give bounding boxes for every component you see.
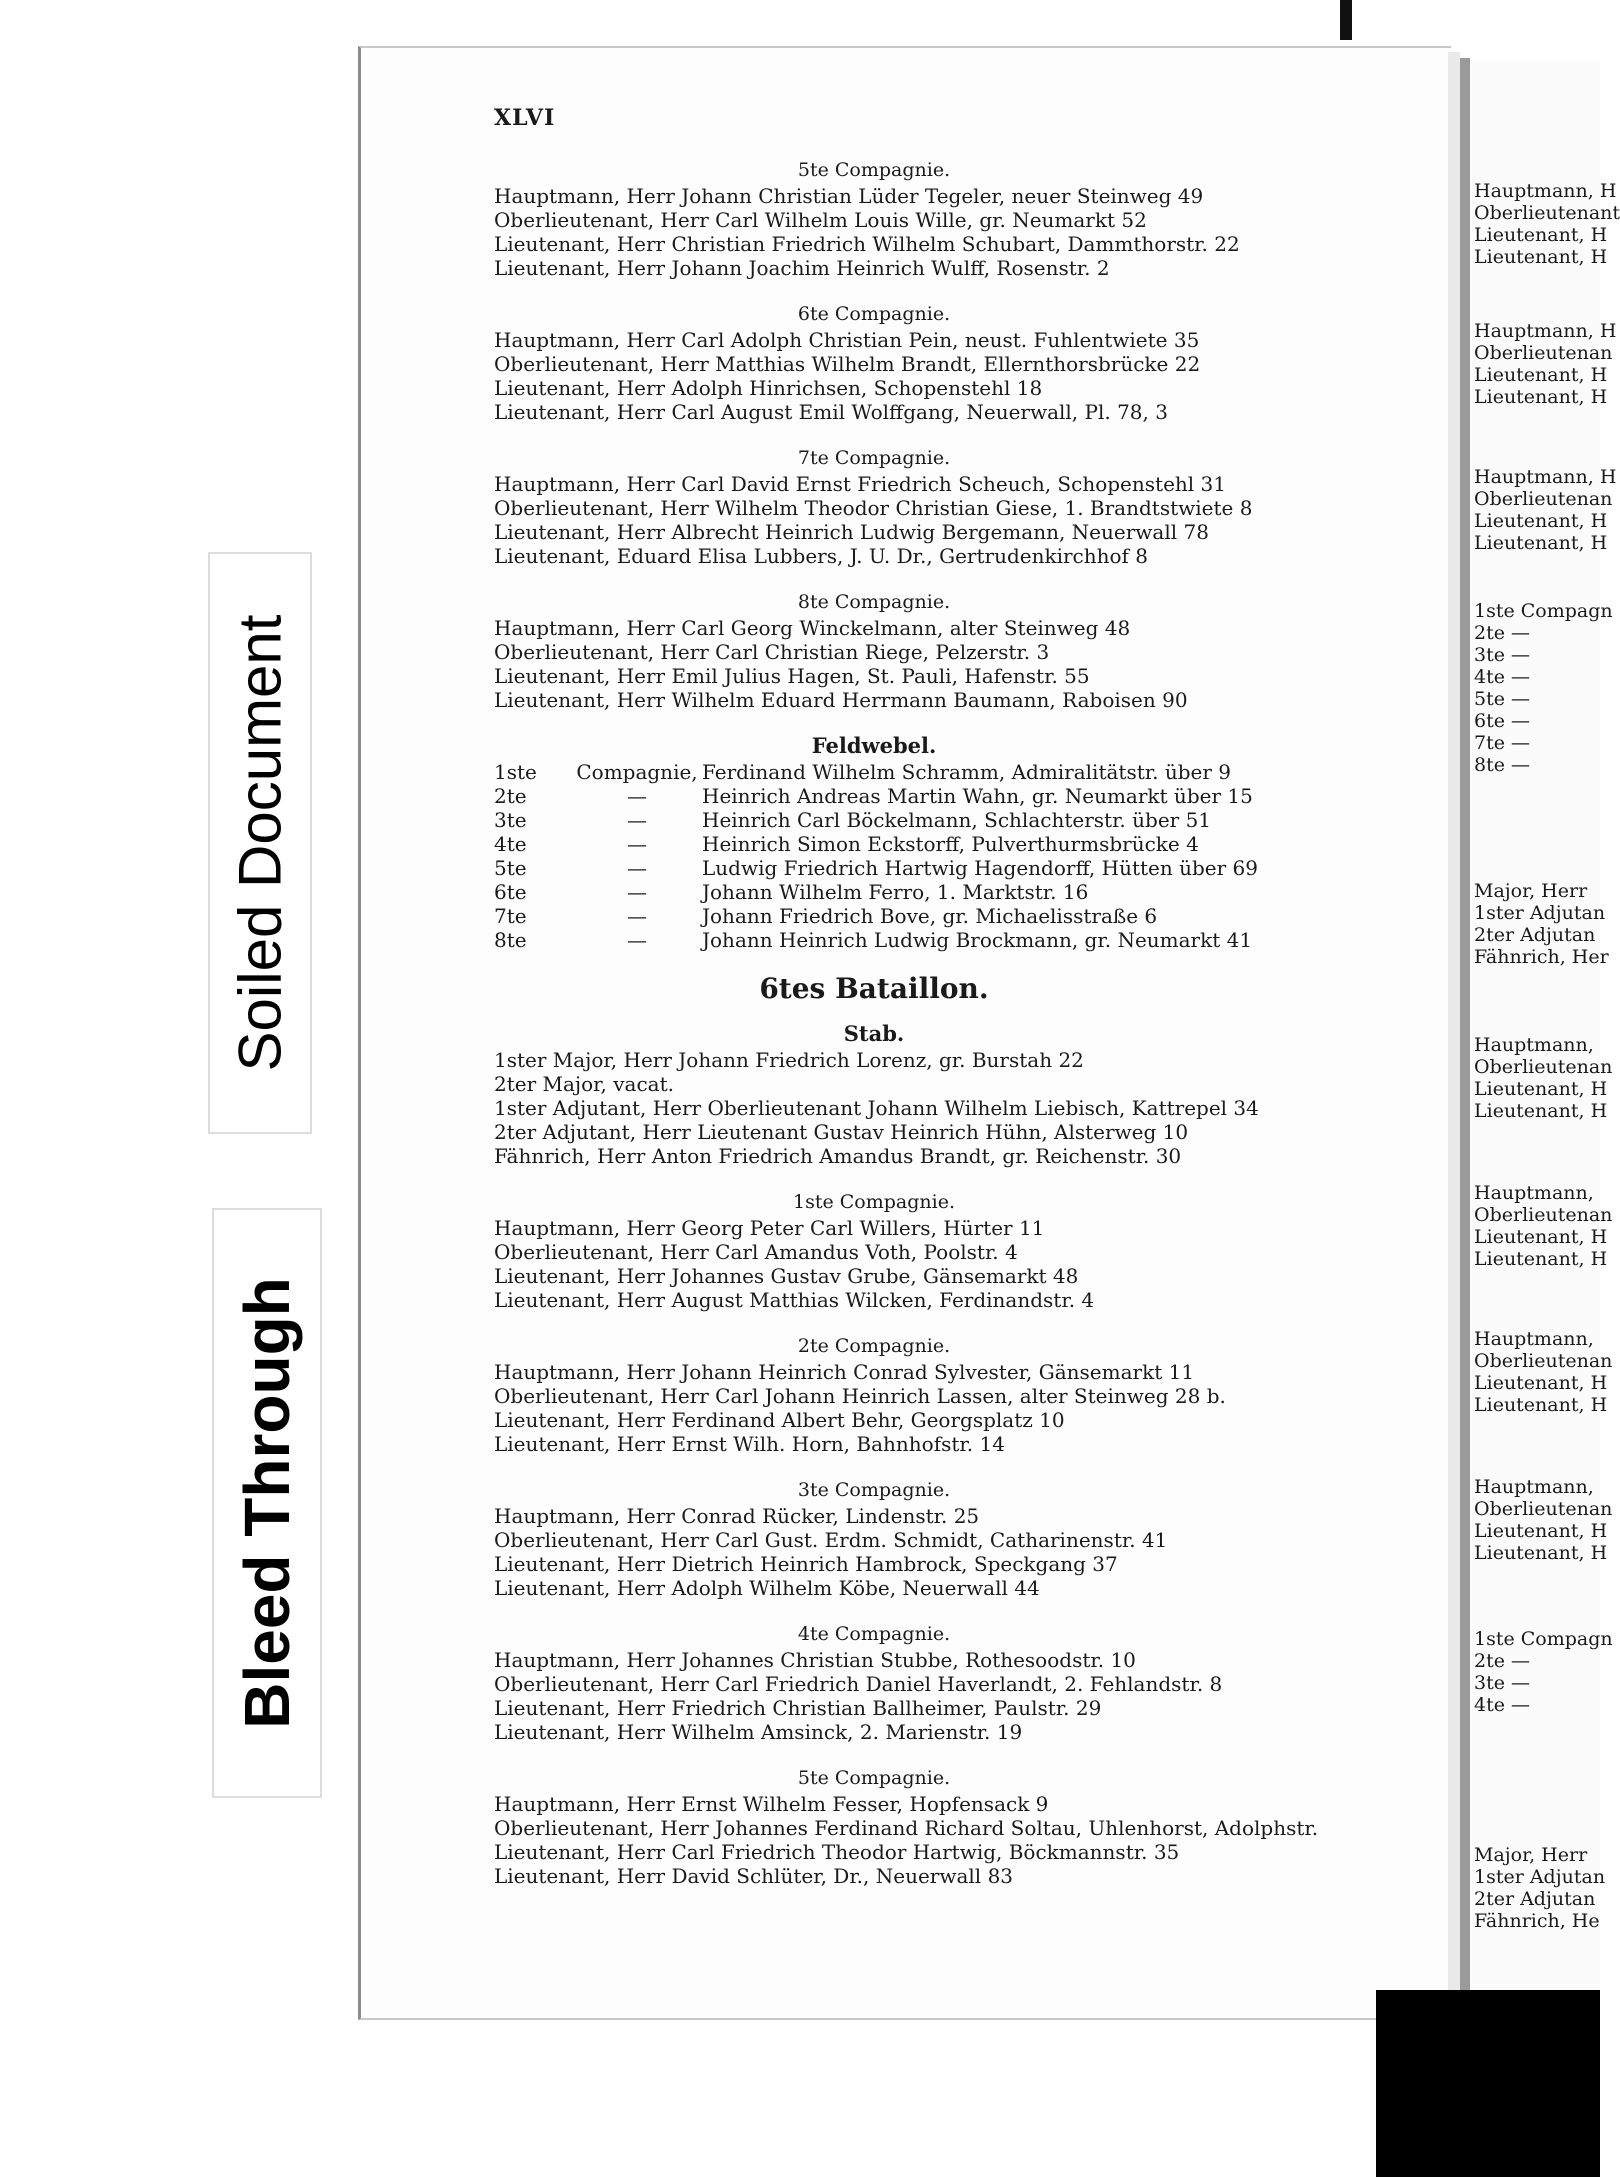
facing-page-fragment: Oberlieutenan — [1474, 1204, 1613, 1226]
roster-line: 2ter Adjutant, Herr Lieutenant Gustav Heinrich Hühn, Alsterweg 10 — [494, 1120, 1189, 1144]
feldwebel-name: Heinrich Andreas Martin Wahn, gr. Neumarkt über 15 — [702, 784, 1253, 808]
section-heading: 2te Compagnie. — [797, 1335, 951, 1357]
scan-border — [1376, 1990, 1600, 2177]
facing-page-fragment: Lieutenant, H — [1474, 224, 1608, 246]
roster-line: Lieutenant, Herr Ernst Wilh. Horn, Bahnhofstr. 14 — [494, 1432, 1005, 1456]
block-gap — [494, 1744, 1394, 1754]
roster-line: Oberlieutenant, Herr Carl Amandus Voth, Poolstr. 4 — [494, 1240, 1018, 1264]
feldwebel-company: 2te — [494, 784, 527, 808]
feldwebel-name: Johann Heinrich Ludwig Brockmann, gr. Neumarkt 41 — [702, 928, 1253, 952]
soiled-document-text: Soiled Document — [226, 614, 294, 1072]
bleed-through-text: Bleed Through — [231, 1277, 303, 1729]
section-heading: 4te Compagnie. — [797, 1623, 951, 1645]
roster-line: Hauptmann, Herr Johann Heinrich Conrad Sylvester, Gänsemarkt 11 — [494, 1360, 1195, 1384]
block-gap — [494, 952, 1394, 962]
feldwebel-unit: — — [627, 928, 647, 952]
roster-line: Oberlieutenant, Herr Carl Johann Heinrich Lassen, alter Steinweg 28 b. — [494, 1384, 1226, 1408]
facing-page-fragment: Lieutenant, H — [1474, 1372, 1608, 1394]
feldwebel-unit: — — [627, 808, 647, 832]
section-heading: 7te Compagnie. — [797, 447, 951, 469]
feldwebel-unit: — — [627, 904, 647, 928]
facing-page-fragment: Hauptmann, H — [1474, 320, 1617, 342]
facing-page-fragment: Fähnrich, He — [1474, 1910, 1600, 1932]
feldwebel-unit: — — [627, 784, 647, 808]
roster-line: Lieutenant, Herr Emil Julius Hagen, St. Pauli, Hafenstr. 55 — [494, 664, 1090, 688]
facing-page-fragment: Oberlieutenan — [1474, 1498, 1613, 1520]
feldwebel-row — [494, 856, 1394, 880]
facing-page-fragment: 1ste Compagn — [1474, 600, 1613, 622]
roster-line: Oberlieutenant, Herr Wilhelm Theodor Christian Giese, 1. Brandtstwiete 8 — [494, 496, 1253, 520]
roster-line: Hauptmann, Herr Georg Peter Carl Willers, Hürter 11 — [494, 1216, 1045, 1240]
roster-line: Oberlieutenant, Herr Carl Gust. Erdm. Schmidt, Catharinenstr. 41 — [494, 1528, 1168, 1552]
block-gap — [494, 1456, 1394, 1466]
facing-page-fragment: Major, Herr — [1474, 880, 1588, 902]
facing-page — [1470, 60, 1620, 2010]
facing-page-fragment: 1ster Adjutan — [1474, 902, 1606, 924]
roster-line: Fähnrich, Herr Anton Friedrich Amandus Brandt, gr. Reichenstr. 30 — [494, 1144, 1182, 1168]
facing-page-fragment: Lieutenant, H — [1474, 510, 1608, 532]
facing-page-fragment: 1ster Adjutan — [1474, 1866, 1606, 1888]
roster-line: Hauptmann, Herr Carl Georg Winckelmann, alter Steinweg 48 — [494, 616, 1131, 640]
roster-line: Lieutenant, Herr Johann Joachim Heinrich Wulff, Rosenstr. 2 — [494, 256, 1110, 280]
roster-line: Oberlieutenant, Herr Johannes Ferdinand Richard Soltau, Uhlenhorst, Adolphstr. — [494, 1816, 1319, 1840]
roster-line: Hauptmann, Herr Carl Adolph Christian Pein, neust. Fuhlentwiete 35 — [494, 328, 1200, 352]
facing-page-fragment: 6te — — [1474, 710, 1531, 732]
block-gap — [494, 1168, 1394, 1178]
roster-line: Lieutenant, Herr Wilhelm Eduard Herrmann Baumann, Raboisen 90 — [494, 688, 1188, 712]
feldwebel-unit: Compagnie, — [576, 760, 698, 784]
facing-page-fragment: Lieutenant, H — [1474, 532, 1608, 554]
page-edge — [1448, 52, 1460, 2012]
section-heading: Feldwebel. — [811, 733, 937, 758]
roster-line: Lieutenant, Herr Friedrich Christian Ballheimer, Paulstr. 29 — [494, 1696, 1102, 1720]
facing-page-fragment: Oberlieutenant — [1474, 202, 1620, 224]
facing-page-fragment: Lieutenant, H — [1474, 1248, 1608, 1270]
facing-page-fragment: Lieutenant, H — [1474, 1394, 1608, 1416]
facing-page-fragment: Lieutenant, H — [1474, 1100, 1608, 1122]
feldwebel-unit: — — [627, 832, 647, 856]
section-heading: 5te Compagnie. — [797, 159, 951, 181]
facing-page-fragment: Lieutenant, H — [1474, 1078, 1608, 1100]
feldwebel-unit: — — [627, 856, 647, 880]
facing-page-fragment: Oberlieutenan — [1474, 1350, 1613, 1372]
feldwebel-company: 6te — [494, 880, 527, 904]
facing-page-fragment: Hauptmann, — [1474, 1476, 1594, 1498]
facing-page-fragment: 3te — — [1474, 644, 1531, 666]
block-gap — [494, 1312, 1394, 1322]
roster-line: Lieutenant, Herr Carl Friedrich Theodor Hartwig, Böckmannstr. 35 — [494, 1840, 1180, 1864]
feldwebel-name: Johann Friedrich Bove, gr. Michaelisstraße 6 — [702, 904, 1158, 928]
section-heading: Stab. — [843, 1021, 905, 1046]
roster-line: Lieutenant, Herr Albrecht Heinrich Ludwig Bergemann, Neuerwall 78 — [494, 520, 1209, 544]
roster-line: Lieutenant, Herr Adolph Hinrichsen, Schopenstehl 18 — [494, 376, 1043, 400]
block-gap — [494, 568, 1394, 578]
section-heading: 3te Compagnie. — [797, 1479, 951, 1501]
roster-line: Lieutenant, Herr Dietrich Heinrich Hambrock, Speckgang 37 — [494, 1552, 1118, 1576]
section-heading: 6tes Bataillon. — [759, 972, 989, 1005]
roster-line: Oberlieutenant, Herr Matthias Wilhelm Brandt, Ellernthorsbrücke 22 — [494, 352, 1201, 376]
section-heading: 1ste Compagnie. — [792, 1191, 955, 1213]
block-gap — [494, 1600, 1394, 1610]
roster-line: Lieutenant, Eduard Elisa Lubbers, J. U. Dr., Gertrudenkirchhof 8 — [494, 544, 1149, 568]
roster-line: Hauptmann, Herr Johannes Christian Stubbe, Rothesoodstr. 10 — [494, 1648, 1136, 1672]
facing-page-fragment: 5te — — [1474, 688, 1531, 710]
feldwebel-row — [494, 808, 1394, 832]
roster-line: Lieutenant, Herr Christian Friedrich Wilhelm Schubart, Dammthorstr. 22 — [494, 232, 1240, 256]
facing-page-fragment: Lieutenant, H — [1474, 386, 1608, 408]
facing-page-fragment: Major, Herr — [1474, 1844, 1588, 1866]
roster-line: Oberlieutenant, Herr Carl Wilhelm Louis Wille, gr. Neumarkt 52 — [494, 208, 1147, 232]
facing-page-fragment: 1ste Compagn — [1474, 1628, 1613, 1650]
section-heading: 5te Compagnie. — [797, 1767, 951, 1789]
section-heading: 6te Compagnie. — [797, 303, 951, 325]
feldwebel-name: Heinrich Simon Eckstorff, Pulverthurmsbrücke 4 — [702, 832, 1199, 856]
bleed-through-label — [212, 1208, 322, 1798]
facing-page-fragment: 7te — — [1474, 732, 1531, 754]
facing-page-fragment: 2ter Adjutan — [1474, 1888, 1596, 1910]
feldwebel-company: 5te — [494, 856, 527, 880]
facing-page-fragment: Oberlieutenan — [1474, 342, 1613, 364]
section-heading: 8te Compagnie. — [797, 591, 951, 613]
feldwebel-company: 8te — [494, 928, 527, 952]
page-folio: XLVI — [494, 105, 556, 131]
roster-line: Lieutenant, Herr David Schlüter, Dr., Neuerwall 83 — [494, 1864, 1014, 1888]
feldwebel-company: 3te — [494, 808, 527, 832]
feldwebel-company: 4te — [494, 832, 527, 856]
facing-page-fragment: Hauptmann, — [1474, 1182, 1594, 1204]
facing-page-fragment: Lieutenant, H — [1474, 1520, 1608, 1542]
feldwebel-row — [494, 832, 1394, 856]
roster-line: 2ter Major, vacat. — [494, 1072, 674, 1096]
block-gap — [494, 280, 1394, 290]
feldwebel-name: Ludwig Friedrich Hartwig Hagendorff, Hütten über 69 — [702, 856, 1259, 880]
soiled-document-label — [208, 552, 312, 1134]
facing-page-fragment: Lieutenant, H — [1474, 246, 1608, 268]
feldwebel-name: Johann Wilhelm Ferro, 1. Marktstr. 16 — [702, 880, 1089, 904]
feldwebel-row — [494, 880, 1394, 904]
block-gap — [494, 712, 1394, 722]
roster-line: Oberlieutenant, Herr Carl Christian Riege, Pelzerstr. 3 — [494, 640, 1050, 664]
facing-page-fragment: Hauptmann, — [1474, 1034, 1594, 1056]
facing-page-fragment: Oberlieutenan — [1474, 1056, 1613, 1078]
facing-page-fragment: 3te — — [1474, 1672, 1531, 1694]
facing-page-fragment: 2te — — [1474, 622, 1531, 644]
feldwebel-row — [494, 784, 1394, 808]
roster-line: Hauptmann, Herr Johann Christian Lüder Tegeler, neuer Steinweg 49 — [494, 184, 1204, 208]
roster-line: Lieutenant, Herr Ferdinand Albert Behr, Georgsplatz 10 — [494, 1408, 1065, 1432]
scan-edge-mark — [1340, 0, 1352, 40]
roster-line: 1ster Major, Herr Johann Friedrich Lorenz, gr. Burstah 22 — [494, 1048, 1084, 1072]
facing-page-fragment: 4te — — [1474, 666, 1531, 688]
facing-page-fragment: Hauptmann, — [1474, 1328, 1594, 1350]
page-content — [494, 146, 1394, 1888]
feldwebel-row — [494, 928, 1394, 952]
facing-page-fragment: 2te — — [1474, 1650, 1531, 1672]
feldwebel-name: Heinrich Carl Böckelmann, Schlachterstr. über 51 — [702, 808, 1212, 832]
feldwebel-row — [494, 904, 1394, 928]
book-gutter — [1460, 58, 1470, 2008]
roster-line: Lieutenant, Herr Wilhelm Amsinck, 2. Marienstr. 19 — [494, 1720, 1023, 1744]
roster-line: Hauptmann, Herr Ernst Wilhelm Fesser, Hopfensack 9 — [494, 1792, 1049, 1816]
feldwebel-name: Ferdinand Wilhelm Schramm, Admiralitätstr. über 9 — [702, 760, 1231, 784]
roster-line: Lieutenant, Herr Adolph Wilhelm Köbe, Neuerwall 44 — [494, 1576, 1040, 1600]
facing-page-fragment: Lieutenant, H — [1474, 1226, 1608, 1248]
roster-line: Lieutenant, Herr August Matthias Wilcken, Ferdinandstr. 4 — [494, 1288, 1095, 1312]
roster-line: Lieutenant, Herr Johannes Gustav Grube, Gänsemarkt 48 — [494, 1264, 1079, 1288]
block-gap — [494, 424, 1394, 434]
facing-page-fragment: Hauptmann, H — [1474, 180, 1617, 202]
roster-line: Lieutenant, Herr Carl August Emil Wolffgang, Neuerwall, Pl. 78, 3 — [494, 400, 1168, 424]
feldwebel-company: 1ste — [494, 760, 537, 784]
facing-page-fragment: Lieutenant, H — [1474, 1542, 1608, 1564]
feldwebel-company: 7te — [494, 904, 527, 928]
roster-line: Oberlieutenant, Herr Carl Friedrich Daniel Haverlandt, 2. Fehlandstr. 8 — [494, 1672, 1223, 1696]
roster-line: Hauptmann, Herr Conrad Rücker, Lindenstr. 25 — [494, 1504, 980, 1528]
facing-page-fragment: 2ter Adjutan — [1474, 924, 1596, 946]
roster-line: 1ster Adjutant, Herr Oberlieutenant Johann Wilhelm Liebisch, Kattrepel 34 — [494, 1096, 1259, 1120]
facing-page-fragment: 4te — — [1474, 1694, 1531, 1716]
facing-page-fragment: Fähnrich, Her — [1474, 946, 1609, 968]
facing-page-fragment: Lieutenant, H — [1474, 364, 1608, 386]
facing-page-fragment: 8te — — [1474, 754, 1531, 776]
facing-page-fragment: Oberlieutenan — [1474, 488, 1613, 510]
feldwebel-row — [494, 760, 1394, 784]
roster-line: Hauptmann, Herr Carl David Ernst Friedrich Scheuch, Schopenstehl 31 — [494, 472, 1226, 496]
feldwebel-unit: — — [627, 880, 647, 904]
facing-page-fragment: Hauptmann, H — [1474, 466, 1617, 488]
